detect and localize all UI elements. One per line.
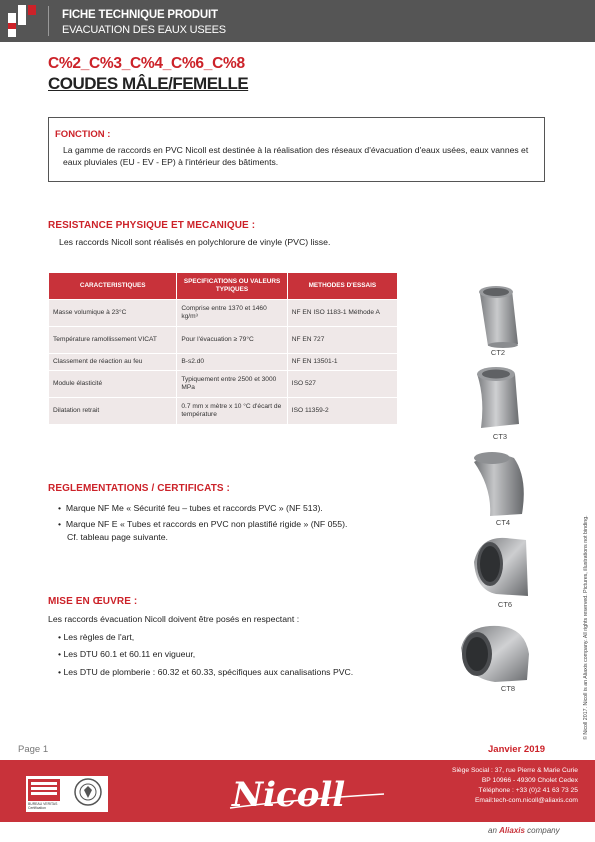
elbow-ct3-image — [465, 362, 527, 432]
copyright-notice: © Nicoll 2017. Nicoll is an Aliaxis company. All rights reserved. Pictures, illustrations not binding. — [583, 515, 589, 740]
header-divider — [48, 6, 49, 36]
table-row — [49, 327, 397, 353]
header-bar — [0, 0, 595, 42]
table-row — [49, 398, 397, 424]
table-cell: Température ramollissement VICAT — [49, 327, 176, 353]
elbow-ct8-image — [455, 620, 535, 684]
table-cell: Pour l'évacuation ≥ 79°C — [177, 327, 286, 353]
table-cell: Typiquement entre 2500 et 3000 MPa — [177, 371, 286, 397]
table-cell: ISO 527 — [288, 371, 397, 397]
product-label: CT8 — [500, 684, 516, 693]
table-row — [49, 300, 397, 326]
mise-item: • Les règles de l'art, — [58, 632, 135, 642]
product-label: CT6 — [497, 600, 513, 609]
product-label: CT4 — [495, 518, 511, 527]
svg-text:Nicoll: Nicoll — [232, 775, 346, 814]
nicoll-logo-icon — [228, 774, 388, 814]
footer-bar — [0, 760, 595, 822]
fonction-box — [48, 117, 545, 182]
table-cell: Module élasticité — [49, 371, 176, 397]
table-row — [49, 371, 397, 397]
table-cell: 0.7 mm x mètre x 10 °C d'écart de température — [177, 398, 286, 424]
elbow-ct4-image — [470, 448, 530, 518]
elbow-ct6-image — [470, 532, 534, 600]
product-label: CT2 — [490, 348, 506, 357]
table-cell: NF EN 13501-1 — [288, 354, 397, 370]
product-name: COUDES MÂLE/FEMELLE — [48, 74, 249, 93]
fonction-text: La gamme de raccords en PVC Nicoll est destinée à la réalisation des réseaux d'évacuation d'eaux usées, eaux vannes et eaux pluviales (EU - EV - EP) à l'intérieur des bâtiments. — [63, 145, 529, 167]
certification-logo — [26, 776, 108, 812]
mise-intro: Les raccords évacuation Nicoll doivent être posés en respectant : — [48, 614, 300, 624]
aliaxis-brand: Aliaxis — [499, 826, 525, 835]
header-subtitle: EVACUATION DES EAUX USEES — [62, 24, 226, 36]
company-address — [452, 766, 578, 806]
table-cell: Classement de réaction au feu — [49, 354, 176, 370]
phone-line: Téléphone : +33 (0)2 41 63 73 25 — [478, 787, 578, 794]
nicoll-logo — [228, 774, 388, 814]
brand-logo-icon — [8, 5, 38, 37]
document-date: Janvier 2019 — [488, 744, 546, 755]
mise-title: MISE EN ŒUVRE : — [48, 596, 138, 607]
reglementation-item: • Marque NF Me « Sécurité feu – tubes et raccords PVC » (NF 513). — [58, 503, 323, 513]
table-header: METHODES D'ESSAIS — [288, 273, 397, 299]
table-cell: NF EN 727 — [288, 327, 397, 353]
characteristics-table — [48, 272, 398, 425]
table-cell: NF EN ISO 1183-1 Méthode A — [288, 300, 397, 326]
table-header: SPECIFICATIONS OU VALEURS TYPIQUES — [177, 273, 286, 299]
page-number: Page 1 — [18, 744, 49, 755]
product-label: CT3 — [492, 432, 508, 441]
certification-text: BUREAU VERITAS Certification — [28, 802, 58, 810]
table-cell: Comprise entre 1370 et 1460 kg/m³ — [177, 300, 286, 326]
table-header: CARACTERISTIQUES — [49, 273, 176, 299]
reglementations-title: REGLEMENTATIONS / CERTIFICATS : — [48, 483, 230, 494]
aliaxis-tagline: an Aliaxis company — [488, 826, 560, 835]
resistance-intro: Les raccords Nicoll sont réalisés en polychlorure de vinyle (PVC) lisse. — [59, 237, 331, 247]
table-cell: Masse volumique à 23°C — [49, 300, 176, 326]
mise-item: • Les DTU de plomberie : 60.32 et 60.33, spécifiques aux canalisations PVC. — [58, 667, 354, 677]
email-link[interactable]: Email:tech-com.nicoll@aliaxis.com — [474, 797, 578, 804]
address-line: BP 10966 - 49309 Cholet Cedex — [481, 777, 578, 784]
resistance-title: RESISTANCE PHYSIQUE ET MECANIQUE : — [48, 220, 256, 231]
table-cell: Dilatation retrait — [49, 398, 176, 424]
product-references: C%2_C%3_C%4_C%6_C%8 — [48, 55, 245, 72]
fonction-title: FONCTION : — [55, 129, 111, 140]
header-title: FICHE TECHNIQUE PRODUIT — [62, 9, 218, 21]
table-cell: B-s2.d0 — [177, 354, 286, 370]
reglementation-item: • Marque NF E « Tubes et raccords en PVC non plastifié rigide » (NF 055). — [58, 519, 348, 529]
elbow-ct2-image — [470, 280, 530, 348]
address-line: Siège Social : 37, rue Pierre & Marie Curie — [451, 767, 578, 774]
reglementation-note: Cf. tableau page suivante. — [67, 532, 168, 542]
table-cell: ISO 11359-2 — [288, 398, 397, 424]
table-row — [49, 354, 397, 370]
mise-item: • Les DTU 60.1 et 60.11 en vigueur, — [58, 649, 196, 659]
